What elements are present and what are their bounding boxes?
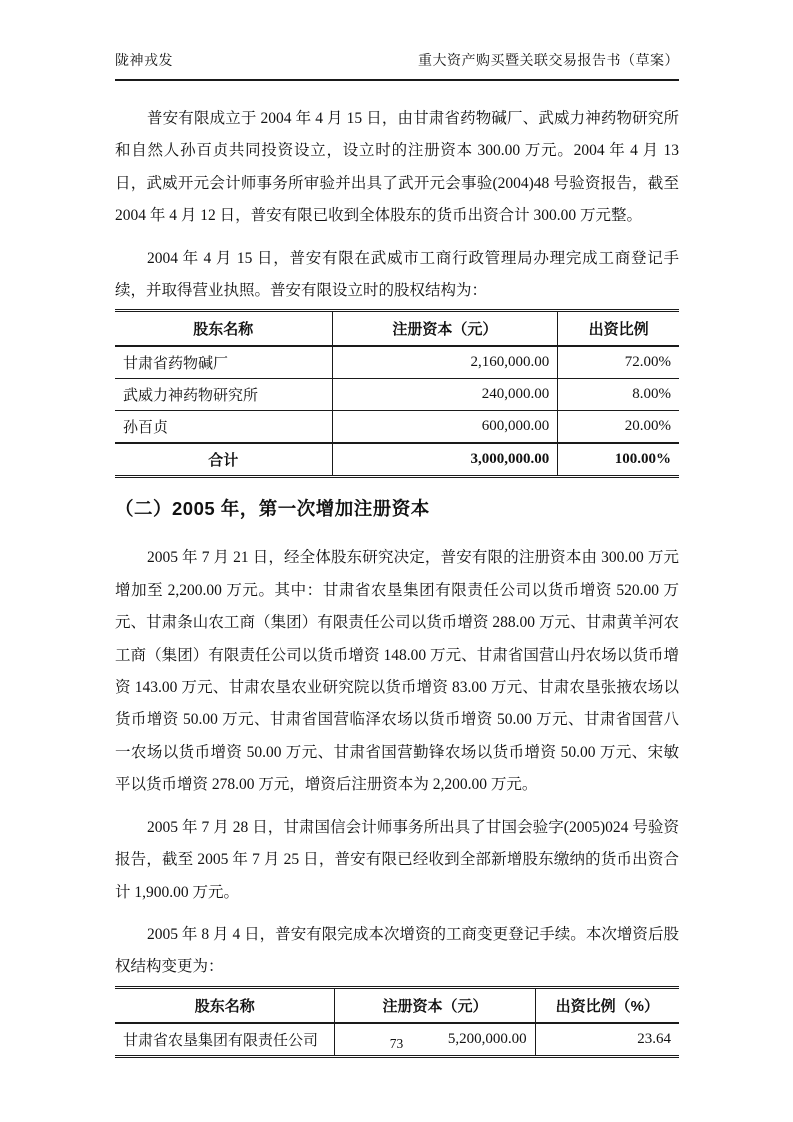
- page-number: 73: [389, 1036, 404, 1051]
- shareholder-name: 武威力神药物研究所: [115, 379, 332, 411]
- capital-value: 2,160,000.00: [332, 346, 558, 379]
- page-content: [115, 103, 679, 1062]
- header-report-title: 重大资产购买暨关联交易报告书（草案）: [418, 54, 679, 69]
- capital-value: 5,200,000.00: [335, 1023, 535, 1057]
- table-header-row: [115, 311, 679, 347]
- shareholding-table-initial: [115, 309, 679, 478]
- paragraph-establishment: 普安有限成立于 2004 年 4 月 15 日，由甘肃省药物碱厂、武威力神药物研究所和自然人孙百贞共同投资设立，设立时的注册资本 300.00 万元。2004 年 4 月 13 日，武威开元会计师事务所审验并出具了武开元会事验(2004)48 号验资报告，截至 2004 年 4 月 12 日，普安有限已收到全体股东的货币出资合计 300.00 万元整。: [115, 110, 679, 225]
- column-header-shareholder: 股东名称: [115, 987, 335, 1023]
- ratio-value: 8.00%: [558, 379, 679, 411]
- capital-value: 240,000.00: [332, 379, 558, 411]
- column-header-ratio-percent: 出资比例（%）: [535, 987, 679, 1023]
- shareholder-name: 孙百贞: [115, 411, 332, 444]
- table-row: [115, 411, 679, 444]
- paragraph-registration: 2004 年 4 月 15 日，普安有限在武威市工商行政管理局办理完成工商登记手续，并取得营业执照。普安有限设立时的股权结构为：: [115, 249, 679, 300]
- total-label: 合计: [115, 443, 332, 477]
- table-header-row: [115, 987, 679, 1023]
- column-header-capital: 注册资本（元）: [335, 987, 535, 1023]
- section-heading-capital-increase: （二）2005 年，第一次增加注册资本: [115, 498, 430, 520]
- ratio-value: 20.00%: [558, 411, 679, 444]
- paragraph-capital-increase-detail: 2005 年 7 月 21 日，经全体股东研究决定，普安有限的注册资本由 300.00 万元增加至 2,200.00 万元。其中：甘肃省农垦集团有限责任公司以货币增资 520.00 万元、甘肃条山农工商（集团）有限责任公司以货币增资 288.00 万元、甘肃黄羊河农工商（集团）有限责任公司以货币增资 148.00 万元、甘肃省国营山丹农场以货币增资 143.00 万元、甘肃农垦农业研究院以货币增资 83.00 万元、甘肃农垦张掖农场以货币增资 50.00 万元、甘肃省国营临泽农场以货币增资 50.00 万元、甘肃省国营八一农场以货币增资 50.00 万元、甘肃省国营勤锋农场以货币增资 50.00 万元、宋敏平以货币增资 278.00 万元，增资后注册资本为 2,200.00 万元。: [115, 549, 679, 794]
- table-total-row: [115, 443, 679, 477]
- header-company-name: 陇神戎发: [115, 54, 173, 69]
- total-ratio-value: 100.00%: [558, 443, 679, 477]
- capital-value: 600,000.00: [332, 411, 558, 444]
- ratio-value: 23.64: [535, 1023, 679, 1057]
- table-row: [115, 346, 679, 379]
- column-header-capital: 注册资本（元）: [332, 311, 558, 347]
- shareholder-name: 甘肃省药物碱厂: [123, 356, 229, 373]
- total-capital-value: 3,000,000.00: [332, 443, 558, 477]
- ratio-value: 72.00%: [558, 346, 679, 379]
- paragraph-change-registration: 2005 年 8 月 4 日，普安有限完成本次增资的工商变更登记手续。本次增资后股权结构变更为：: [115, 925, 679, 976]
- table-row: [115, 379, 679, 411]
- paragraph-capital-verification: 2005 年 7 月 28 日，甘肃国信会计师事务所出具了甘国会验字(2005)024 号验资报告，截至 2005 年 7 月 25 日，普安有限已经收到全部新增股东缴纳的货币出资合计 1,900.00 万元。: [115, 818, 679, 901]
- column-header-shareholder: 股东名称: [115, 311, 332, 347]
- column-header-ratio: 出资比例: [558, 311, 679, 347]
- running-header: [115, 50, 679, 81]
- shareholder-name: 甘肃省农垦集团有限责任公司: [123, 1032, 319, 1049]
